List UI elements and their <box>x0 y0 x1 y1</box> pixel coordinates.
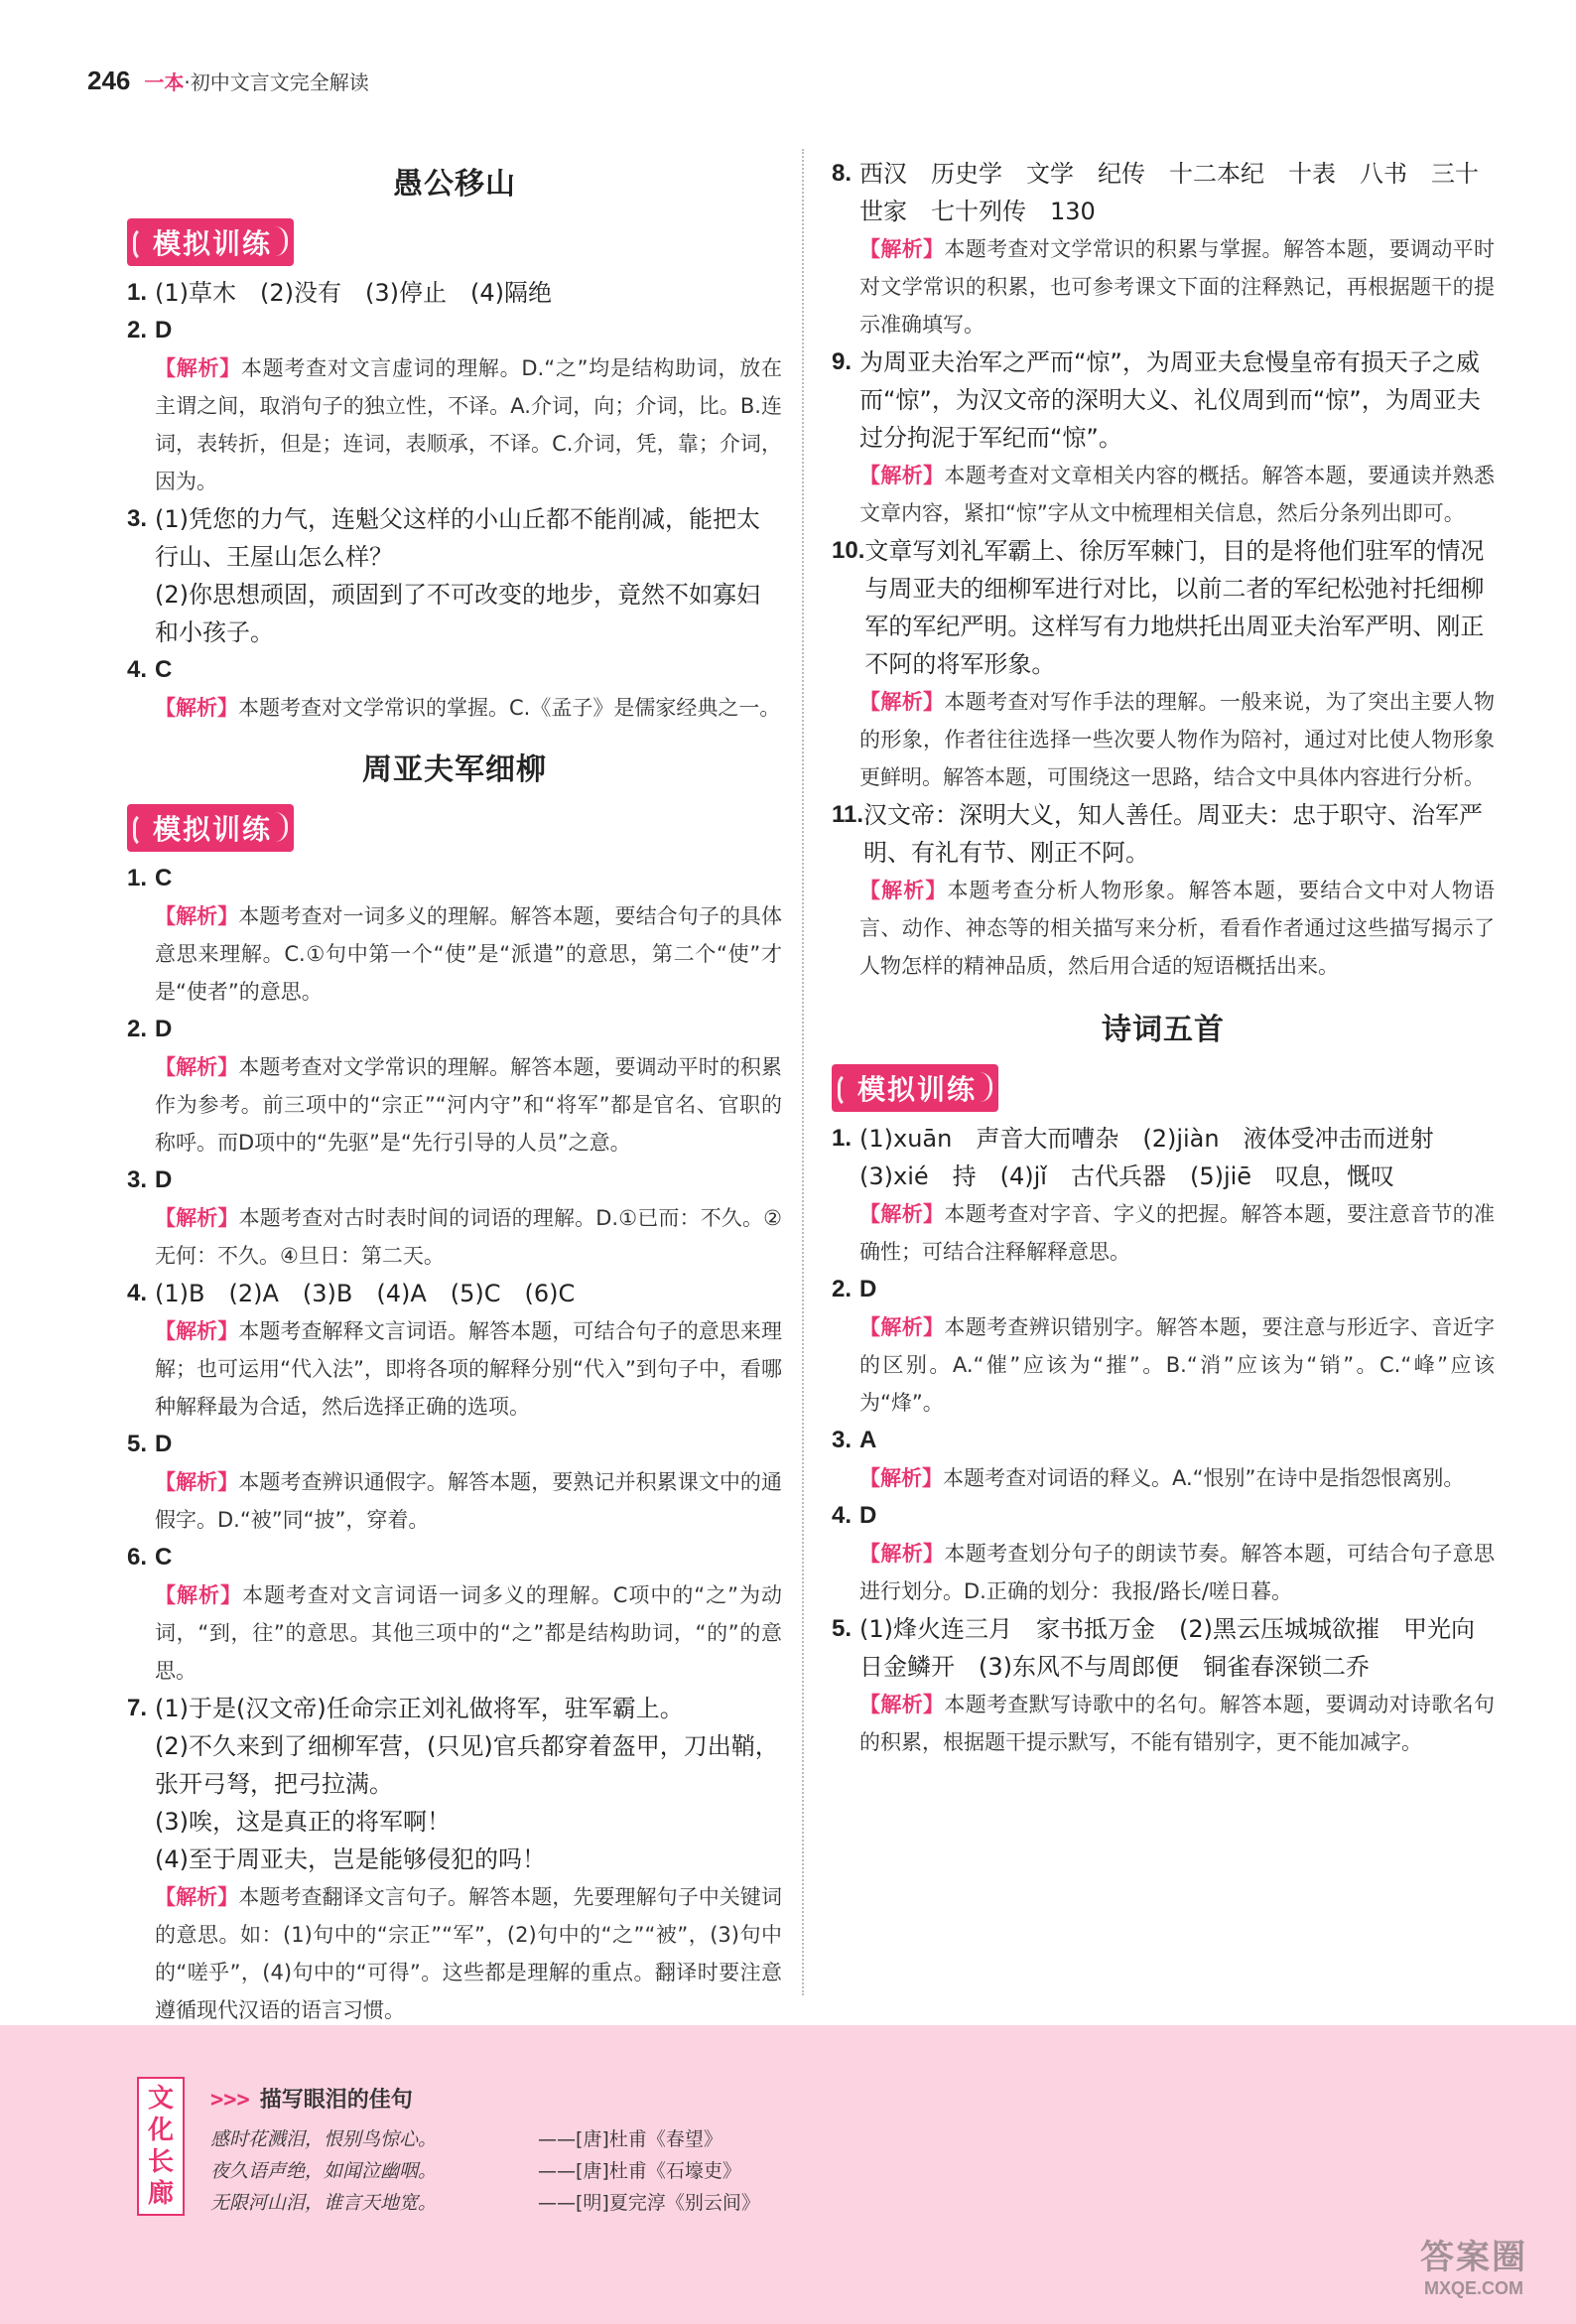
answer-item <box>127 1426 782 1463</box>
answer-text: 为周亚夫治军之严而“惊”，为周亚夫怠慢皇帝有损天子之威而“惊”，为汉文帝的深明大义、礼仪周到而“惊”，为周亚夫过分拘泥于军纪而“惊”。 <box>859 348 1481 452</box>
answer-item <box>832 1120 1495 1158</box>
analysis-label: 【解析】 <box>859 1466 943 1490</box>
answer-item <box>127 860 782 897</box>
side-char: 廊 <box>147 2179 174 2209</box>
analysis-label: 【解析】 <box>155 1206 239 1230</box>
analysis-note <box>832 1459 1495 1497</box>
analysis-label: 【解析】 <box>859 1202 945 1226</box>
item-number: 2. <box>127 1016 148 1042</box>
answer-choice: D <box>155 1016 173 1042</box>
analysis-note <box>127 1199 782 1275</box>
analysis-note <box>127 1463 782 1539</box>
answer-choice: C <box>155 656 173 683</box>
analysis-text: 本题考查对字音、字义的把握。解答本题，要注意音节的准确性；可结合注释解释意思。 <box>859 1202 1496 1264</box>
culture-corridor-label <box>137 2077 185 2216</box>
item-number: 9. <box>832 348 853 375</box>
analysis-label: 【解析】 <box>155 1885 239 1909</box>
quote-text: 夜久语声绝，如闻泣幽咽。 <box>210 2160 438 2182</box>
page-header <box>87 66 369 105</box>
item-number: 10. <box>832 537 865 564</box>
analysis-label: 【解析】 <box>155 356 241 380</box>
item-number: 3. <box>832 1427 853 1453</box>
analysis-label: 【解析】 <box>155 1470 239 1494</box>
section-title-yugong: 愚公移山 <box>393 167 516 202</box>
item-number: 6. <box>127 1544 148 1571</box>
analysis-text: 本题考查辨识通假字。解答本题，要熟记并积累课文中的通假字。D.“被”同“披”，穿着。 <box>155 1470 783 1532</box>
answer-choice: C <box>155 865 173 891</box>
right-column <box>832 155 1495 1761</box>
analysis-note <box>832 457 1495 532</box>
analysis-text: 本题考查对文言虚词的理解。D.“之”均是结构助词，放在主谓之间，取消句子的独立性，不译。A.介词，向；介词，比。B.连词，表转折，但是；连词，表顺承，不译。C.介词，凭，靠；介词，因为。 <box>155 356 783 493</box>
item-number: 1. <box>127 865 148 891</box>
watermark-url: MXQE.COM <box>1423 2278 1523 2298</box>
watermark-logo <box>1399 2225 1548 2304</box>
analysis-note <box>832 872 1495 985</box>
answer-subline: (3)xié 持 (4)jǐ 古代兵器 (5)jiē 叹息，慨叹 <box>859 1162 1395 1190</box>
item-number: 1. <box>127 279 148 306</box>
answer-item <box>832 1271 1495 1308</box>
analysis-text: 本题考查划分句子的朗读节奏。解答本题，可结合句子意思进行划分。D.正确的划分：我报/路长/嗟日暮。 <box>859 1542 1496 1603</box>
item-number: 4. <box>832 1502 853 1529</box>
item-number: 4. <box>127 1280 148 1306</box>
answer-item <box>127 274 782 312</box>
analysis-label: 【解析】 <box>859 1315 945 1339</box>
answer-item <box>832 1497 1495 1535</box>
answer-choice: A <box>859 1427 877 1453</box>
answer-item <box>832 796 1495 872</box>
analysis-note <box>127 1878 783 2022</box>
item-number: 7. <box>127 1695 148 1721</box>
quote-row <box>210 2123 905 2155</box>
analysis-label: 【解析】 <box>155 904 239 928</box>
answer-text: (1)烽火连三月 家书抵万金 (2)黑云压城城欲摧 甲光向日金鳞开 (3)东风不与周郎便 铜雀春深锁二乔 <box>859 1615 1475 1681</box>
analysis-text: 本题考查对古时表时间的词语的理解。D.①已而：不久。②无何：不久。④旦日：第二天。 <box>155 1206 783 1268</box>
answer-item <box>832 155 1495 230</box>
analysis-note <box>832 1308 1495 1422</box>
analysis-label: 【解析】 <box>859 1693 945 1716</box>
quote-row <box>210 2155 905 2187</box>
item-number: 8. <box>832 160 853 187</box>
answer-text: 文章写刘礼军霸上、徐厉军棘门，目的是将他们驻军的情况与周亚夫的细柳军进行对比，以前二者的军纪松弛衬托细柳军的军纪严明。这样写有力地烘托出周亚夫治军严明、刚正不阿的将军形象。 <box>864 537 1485 678</box>
analysis-label: 【解析】 <box>155 696 238 720</box>
title-separator: · <box>184 70 191 94</box>
analysis-text: 本题考查翻译文言句子。解答本题，先要理解句子中关键词的意思。如：(1)句中的“宗正”“军”，(2)句中的“之”“被”，(3)句中的“嗟乎”，(4)句中的“可得”。这些都是理解的重点。翻译时要注意遵循现代汉语的语言习惯。 <box>155 1885 783 2022</box>
item-number: 5. <box>127 1431 148 1457</box>
analysis-label: 【解析】 <box>859 1542 945 1566</box>
item-number: 2. <box>127 317 148 343</box>
quotes-heading-text: 描写眼泪的佳句 <box>259 2088 413 2113</box>
analysis-text: 本题考查解释文言词语。解答本题，可结合句子的意思来理解；也可运用“代入法”，即将各项的解释分别“代入”到句子中，看哪种解释最为合适，然后选择正确的选项。 <box>155 1319 783 1419</box>
answer-item <box>127 1162 782 1199</box>
answer-choice: D <box>859 1502 877 1529</box>
answer-item <box>127 1275 782 1312</box>
answer-subline: (3)唉，这是真正的将军啊！ <box>155 1808 451 1836</box>
quote-row <box>210 2187 905 2219</box>
item-number: 4. <box>127 656 148 683</box>
analysis-note <box>127 1312 782 1426</box>
analysis-label: 【解析】 <box>859 690 945 714</box>
analysis-text: 本题考查对词语的释义。A.“恨别”在诗中是指怨恨离别。 <box>943 1466 1465 1490</box>
analysis-label: 【解析】 <box>859 879 948 902</box>
analysis-note <box>832 1195 1495 1271</box>
answer-choice: D <box>155 317 173 343</box>
analysis-text: 本题考查分析人物形象。解答本题，要结合文中对人物语言、动作、神态等的相关描写来分析，看看作者通过这些描写揭示了人物怎样的精神品质，然后用合适的短语概括出来。 <box>859 879 1496 978</box>
analysis-note <box>127 897 782 1011</box>
analysis-text: 本题考查对文学常识的积累与掌握。解答本题，要调动平时对文学常识的积累，也可参考课文下面的注释熟记，再根据题干的提示准确填写。 <box>859 237 1496 337</box>
watermark-text: 答案圈 <box>1420 2238 1527 2277</box>
answer-item <box>127 651 782 689</box>
item-number: 3. <box>127 505 148 532</box>
brand-name: 一本 <box>144 70 185 94</box>
analysis-text: 本题考查辨识错别字。解答本题，要注意与形近字、音近字的区别。A.“催”应该为“摧”。B.“消”应该为“销”。C.“峰”应该为“烽”。 <box>859 1315 1496 1415</box>
analysis-text: 本题考查对写作手法的理解。一般来说，为了突出主要人物的形象，作者往往选择一些次要人物作为陪衬，通过对比使人物形象更鲜明。解答本题，可围绕这一思路，结合文中具体内容进行分析。 <box>859 690 1496 789</box>
answer-item <box>127 312 782 349</box>
answer-item <box>127 1539 782 1576</box>
answer-item <box>127 1011 782 1048</box>
analysis-label: 【解析】 <box>859 237 945 261</box>
item-number: 5. <box>832 1615 853 1642</box>
book-title <box>144 67 368 95</box>
analysis-label: 【解析】 <box>155 1583 242 1607</box>
item-number: 2. <box>832 1276 853 1302</box>
item-number: 3. <box>127 1166 148 1193</box>
answer-item <box>832 343 1495 457</box>
analysis-note <box>127 1048 782 1162</box>
quote-text: 无限河山泪，谁言天地宽。 <box>210 2192 438 2214</box>
answer-text: (1)于是(汉文帝)任命宗正刘礼做将军，驻军霸上。 <box>155 1695 684 1722</box>
analysis-label: 【解析】 <box>155 1319 239 1343</box>
practice-tag: 模拟训练 <box>832 1064 998 1112</box>
answer-text: (1)凭您的力气，连魁父这样的小山丘都不能削减，能把太行山、王屋山怎么样？ <box>155 505 760 571</box>
answer-choice: C <box>155 1544 173 1571</box>
analysis-text: 本题考查对文学常识的掌握。C.《孟子》是儒家经典之一。 <box>238 696 781 720</box>
answer-choice: D <box>155 1166 173 1193</box>
answer-choice: D <box>859 1276 877 1302</box>
analysis-text: 本题考查对文学常识的理解。解答本题，要调动平时的积累作为参考。前三项中的“宗正”“河内守”和“将军”都是官名、官职的称呼。而D项中的“先驱”是“先行引导的人员”之意。 <box>155 1055 783 1155</box>
analysis-note <box>832 1535 1495 1610</box>
answer-subline: (4)至于周亚夫，岂是能够侵犯的吗！ <box>155 1846 546 1873</box>
answer-text: (1)xuān 声音大而嘈杂 (2)jiàn 液体受冲击而迸射 <box>859 1125 1434 1153</box>
analysis-label: 【解析】 <box>155 1055 239 1079</box>
practice-tag: 模拟训练 <box>127 804 294 852</box>
quotes-heading <box>210 2083 905 2114</box>
analysis-text: 本题考查对文言词语一词多义的理解。C项中的“之”为动词，“到，往”的意思。其他三项中的“之”都是结构助词，“的”的意思。 <box>155 1583 783 1683</box>
answer-item <box>832 532 1495 683</box>
answer-item <box>127 500 782 576</box>
answer-item <box>832 1422 1495 1459</box>
answer-text: (1)草木 (2)没有 (3)停止 (4)隔绝 <box>155 279 552 307</box>
quote-source: ——[明]夏完淳《别云间》 <box>538 2192 760 2214</box>
item-number: 11. <box>832 801 864 828</box>
analysis-note <box>832 683 1495 796</box>
answer-text: 西汉 历史学 文学 纪传 十二本纪 十表 八书 三十世家 七十列传 130 <box>859 160 1479 225</box>
practice-tag: 模拟训练 <box>127 218 294 266</box>
analysis-label: 【解析】 <box>859 464 945 487</box>
analysis-text: 本题考查对文章相关内容的概括。解答本题，要通读并熟悉文章内容，紧扣“惊”字从文中梳理相关信息，然后分条列出即可。 <box>859 464 1496 525</box>
item-number: 1. <box>832 1125 853 1152</box>
analysis-note <box>832 230 1495 343</box>
side-char: 文 <box>147 2084 174 2114</box>
analysis-note <box>127 1576 782 1690</box>
quote-source: ——[唐]杜甫《春望》 <box>538 2128 722 2150</box>
page-number: 246 <box>87 66 131 95</box>
side-char: 化 <box>147 2116 174 2145</box>
analysis-text: 本题考查默写诗歌中的名句。解答本题，要调动对诗歌名句的积累，根据题干提示默写，不能有错别字，更不能加减字。 <box>859 1693 1496 1754</box>
column-divider <box>802 149 804 1995</box>
section-title-shici: 诗词五首 <box>1102 1013 1225 1047</box>
analysis-text: 本题考查对一词多义的理解。解答本题，要结合句子的具体意思来理解。C.①句中第一个“使”是“派遣”的意思，第二个“使”才是“使者”的意思。 <box>155 904 783 1004</box>
answer-item <box>832 1610 1495 1686</box>
analysis-note <box>127 689 782 727</box>
quote-text: 感时花溅泪，恨别鸟惊心。 <box>210 2128 438 2150</box>
quote-source: ——[唐]杜甫《石壕吏》 <box>538 2160 741 2182</box>
answer-item <box>127 1690 782 1727</box>
left-column <box>127 149 783 2022</box>
analysis-note <box>832 1686 1495 1761</box>
answer-text: 汉文帝：深明大义，知人善任。周亚夫：忠于职守、治军严明、有礼有节、刚正不阿。 <box>863 801 1484 867</box>
answer-choice: D <box>155 1431 173 1457</box>
quotes-box <box>210 2083 905 2219</box>
arrows-icon: >>> <box>210 2088 250 2113</box>
answer-subline: (2)你思想顽固，顽固到了不可改变的地步，竟然不如寡妇和小孩子。 <box>155 581 760 646</box>
answer-subline: (2)不久来到了细柳军营，(只见)官兵都穿着盔甲，刀出鞘，张开弓弩，把弓拉满。 <box>155 1732 779 1798</box>
book-title-text: 初中文言文完全解读 <box>190 70 369 94</box>
analysis-note <box>127 349 782 500</box>
section-title-zhouyafu: 周亚夫军细柳 <box>362 752 547 787</box>
side-char: 长 <box>147 2147 174 2177</box>
answer-text: (1)B (2)A (3)B (4)A (5)C (6)C <box>155 1280 576 1307</box>
